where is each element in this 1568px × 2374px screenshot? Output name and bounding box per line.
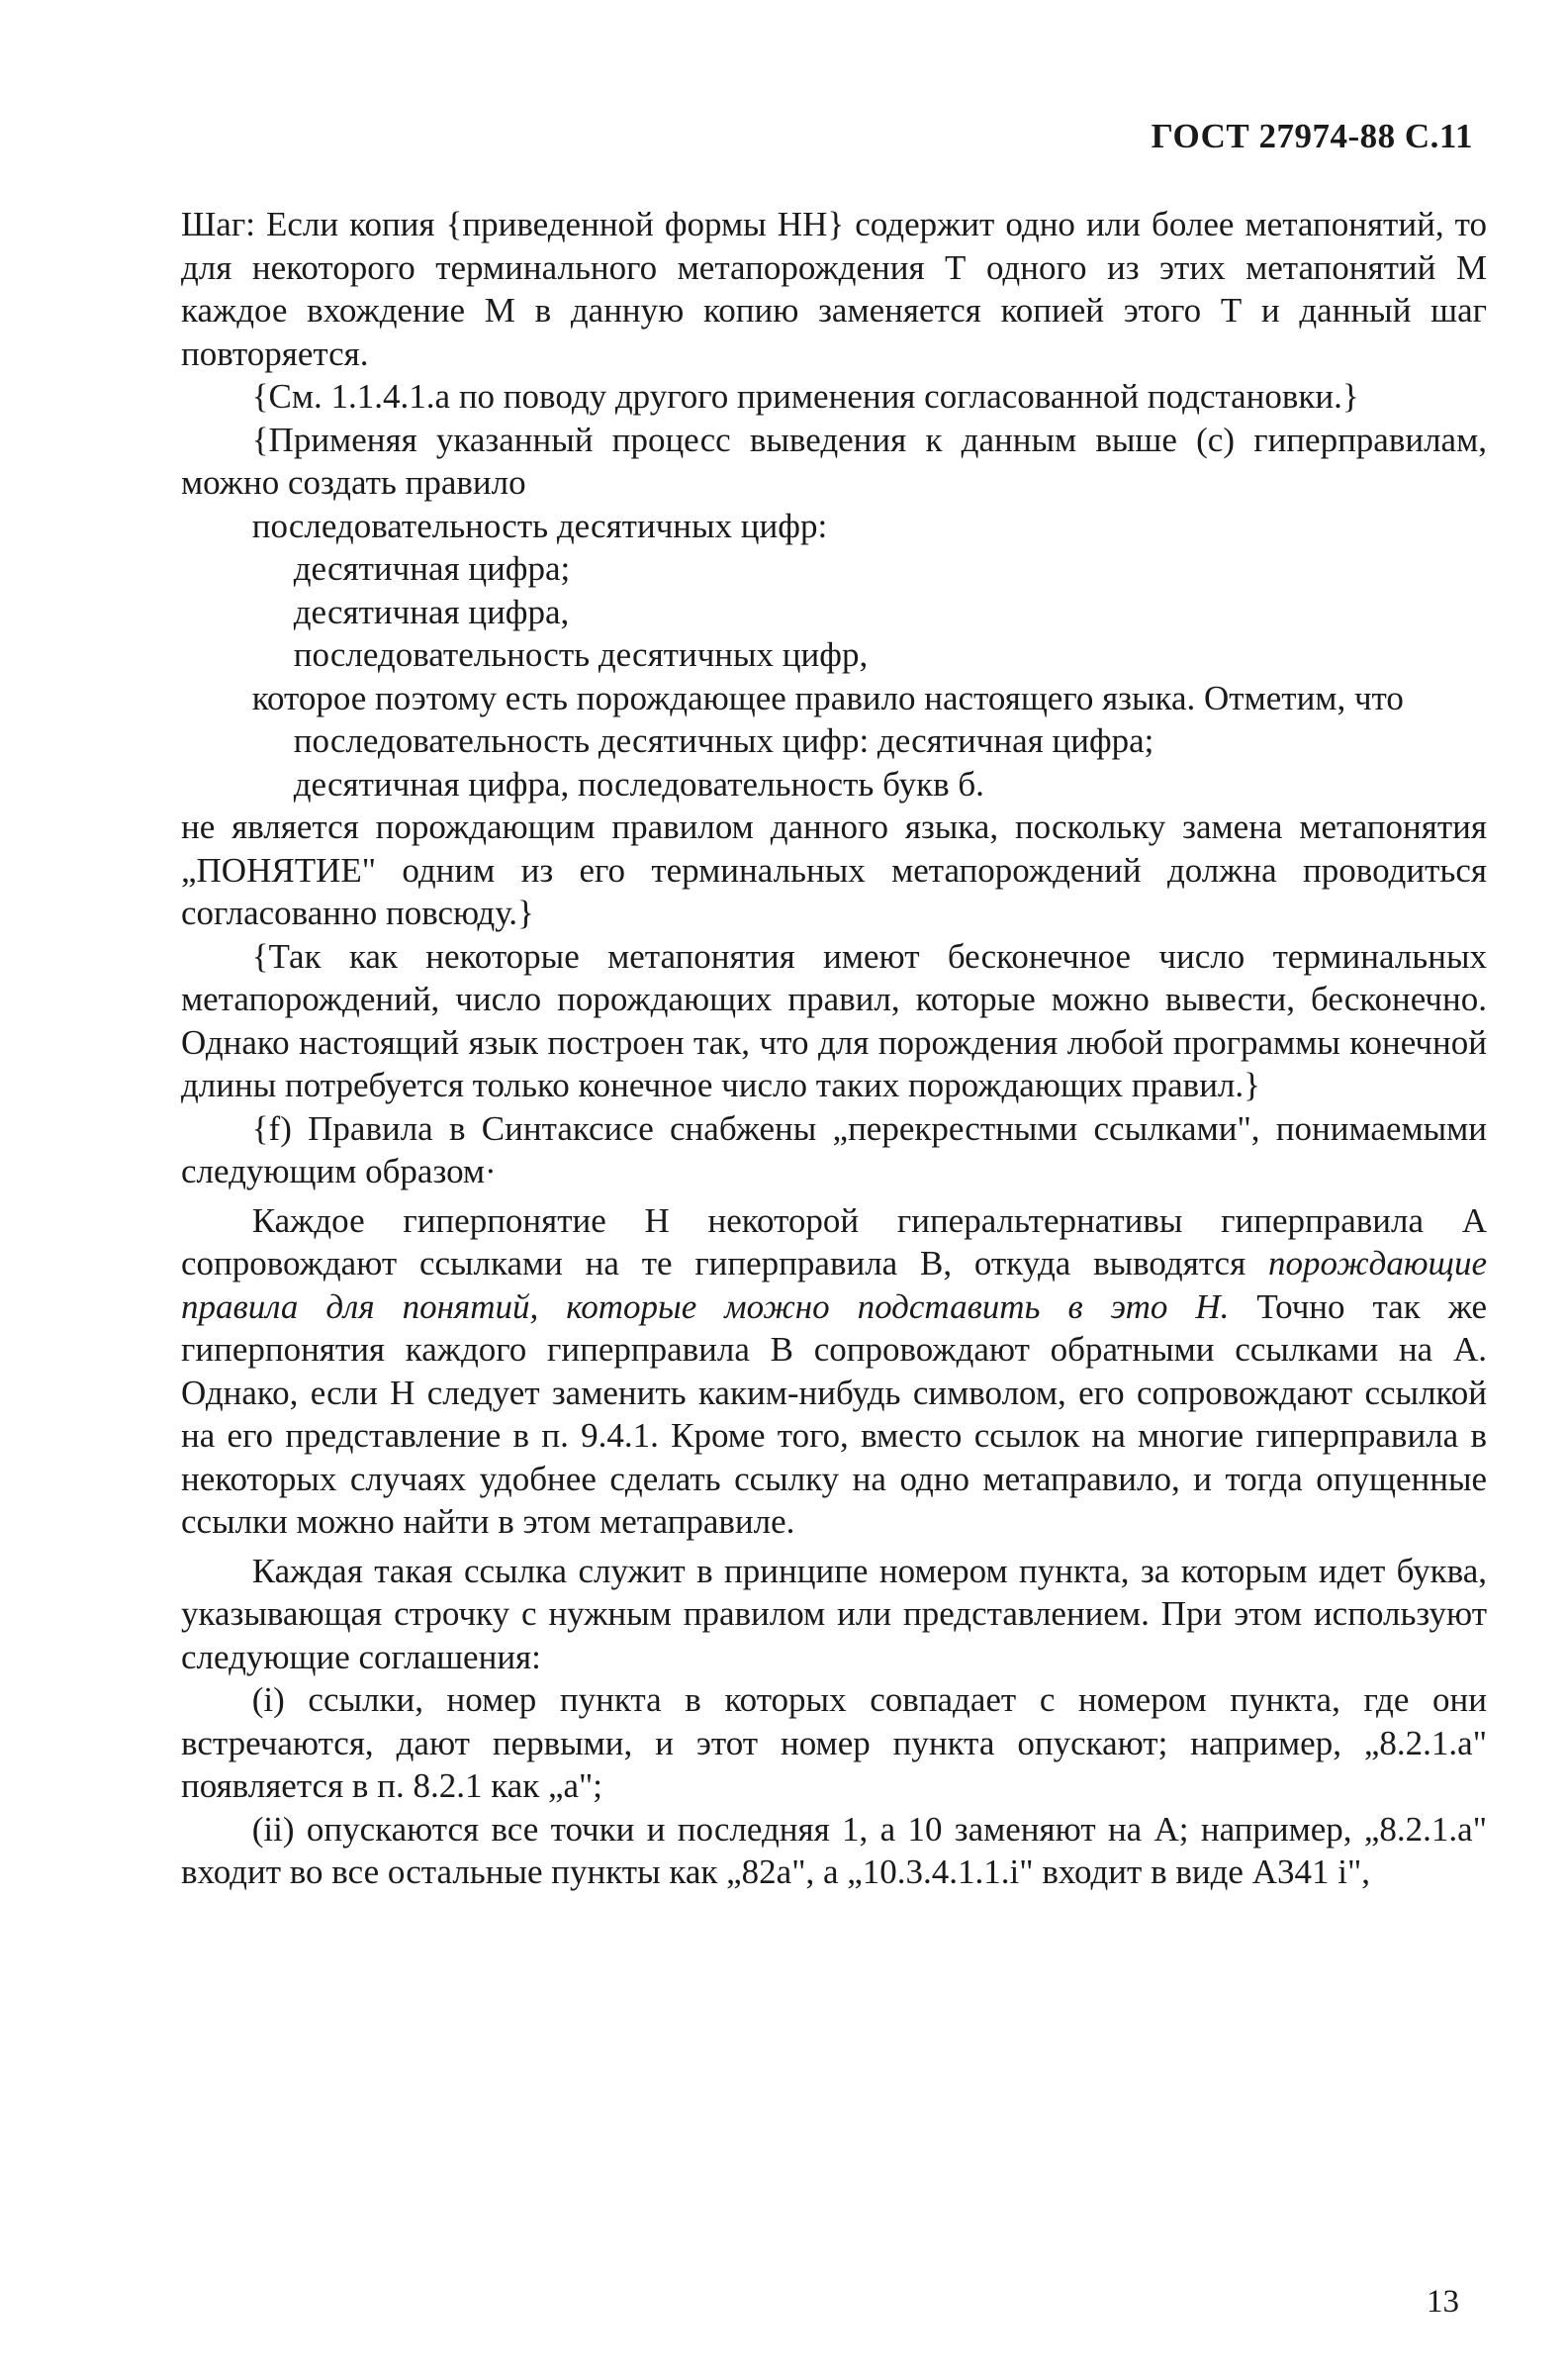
page-number: 13 bbox=[1427, 2284, 1459, 2320]
paragraph-cross-refs: {f) Правила в Синтаксисе снабжены „перекрестными ссылками", понимаемыми следующим образом· bbox=[181, 1108, 1487, 1190]
paragraph-infinite: {Так как некоторые метапонятия имеют бесконечное число терминальных метапорождений, число порождающих правил, которые можно вывести, бесконечно. Однако настоящий язык построен так, что для порождения любой программы конечной длины потребуется только конечное число таких порождающих правил.} bbox=[181, 936, 1487, 1104]
paragraph-see-note: {См. 1.1.4.1.a по поводу другого применения согласованной подстановки.} bbox=[251, 377, 1359, 416]
list-item-i: (i) ссылки, номер пункта в которых совпадает с номером пункта, где они встречаются, дают первыми, и этот номер пункта опускают; например, „8.2.1.a" появляется в п. 8.2.1 как „a"; bbox=[181, 1680, 1487, 1805]
page-body bbox=[181, 203, 1487, 1894]
text-run: Каждое гиперпонятие Н некоторой гиперальтернативы гиперправила А сопровождают ссылками на те гиперправила В, откуда выводятся bbox=[181, 1200, 1487, 1282]
paragraph-not-rule: не является порождающим правилом данного языка, поскольку замена метапонятия „ПОНЯТИЕ" одним из его терминальных метапорождений должна проводиться согласованно повсюду.} bbox=[181, 807, 1487, 932]
rule-line: последовательность десятичных цифр: bbox=[251, 506, 828, 545]
rule-line: десятичная цифра, последовательность букв б. bbox=[293, 764, 984, 804]
paragraph-each-reference: Каждая такая ссылка служит в принципе номером пункта, за которым идет буква, указывающая строчку с нужным правилом или представлением. При этом используют следующие соглашения: bbox=[181, 1551, 1487, 1676]
paragraph-each-hypernotion bbox=[181, 1199, 1487, 1544]
text-run: Точно так же гиперпонятия каждого гиперправила В сопровождают обратными ссылками на А. Однако, если Н следует заменить каким-нибудь символом, его сопровождают ссылкой на его представление в п. 9.4.1. Кроме того, вместо ссылок на многие гиперправила в некоторых случаях удобнее сделать ссылку на одно метаправило, и тогда опущенные ссылки можно найти в этом метаправиле. bbox=[181, 1286, 1487, 1541]
page-header: ГОСТ 27974-88 С.11 bbox=[1151, 117, 1473, 155]
paragraph-therefore: которое поэтому есть порождающее правило настоящего языка. Отметим, что bbox=[251, 678, 1404, 717]
list-item-ii: (ii) опускаются все точки и последняя 1, а 10 заменяют на А; например, „8.2.1.a" входит во все остальные пункты как „82a", а „10.3.4.1.1.i" входит в виде А341 i", bbox=[181, 1809, 1487, 1891]
rule-line: последовательность десятичных цифр: десятичная цифра; bbox=[293, 721, 1154, 760]
rule-line: десятичная цифра, bbox=[293, 592, 570, 631]
paragraph-step: Шаг: Если копия {приведенной формы НН} содержит одно или более метапонятий, то для некоторого терминального метапорождения Т одного из этих метапонятий М каждое вхождение М в данную копию заменяется копией этого Т и данный шаг повторяется. bbox=[181, 205, 1487, 373]
italic-text-run: порождающие правила для понятий, которые можно подставить в это Н. bbox=[181, 1244, 1487, 1326]
paragraph-applying: {Применяя указанный процесс выведения к данным выше (c) гиперправилам, можно создать правило bbox=[181, 420, 1487, 502]
rule-line: последовательность десятичных цифр, bbox=[293, 635, 869, 674]
rule-line: десятичная цифра; bbox=[293, 549, 571, 588]
